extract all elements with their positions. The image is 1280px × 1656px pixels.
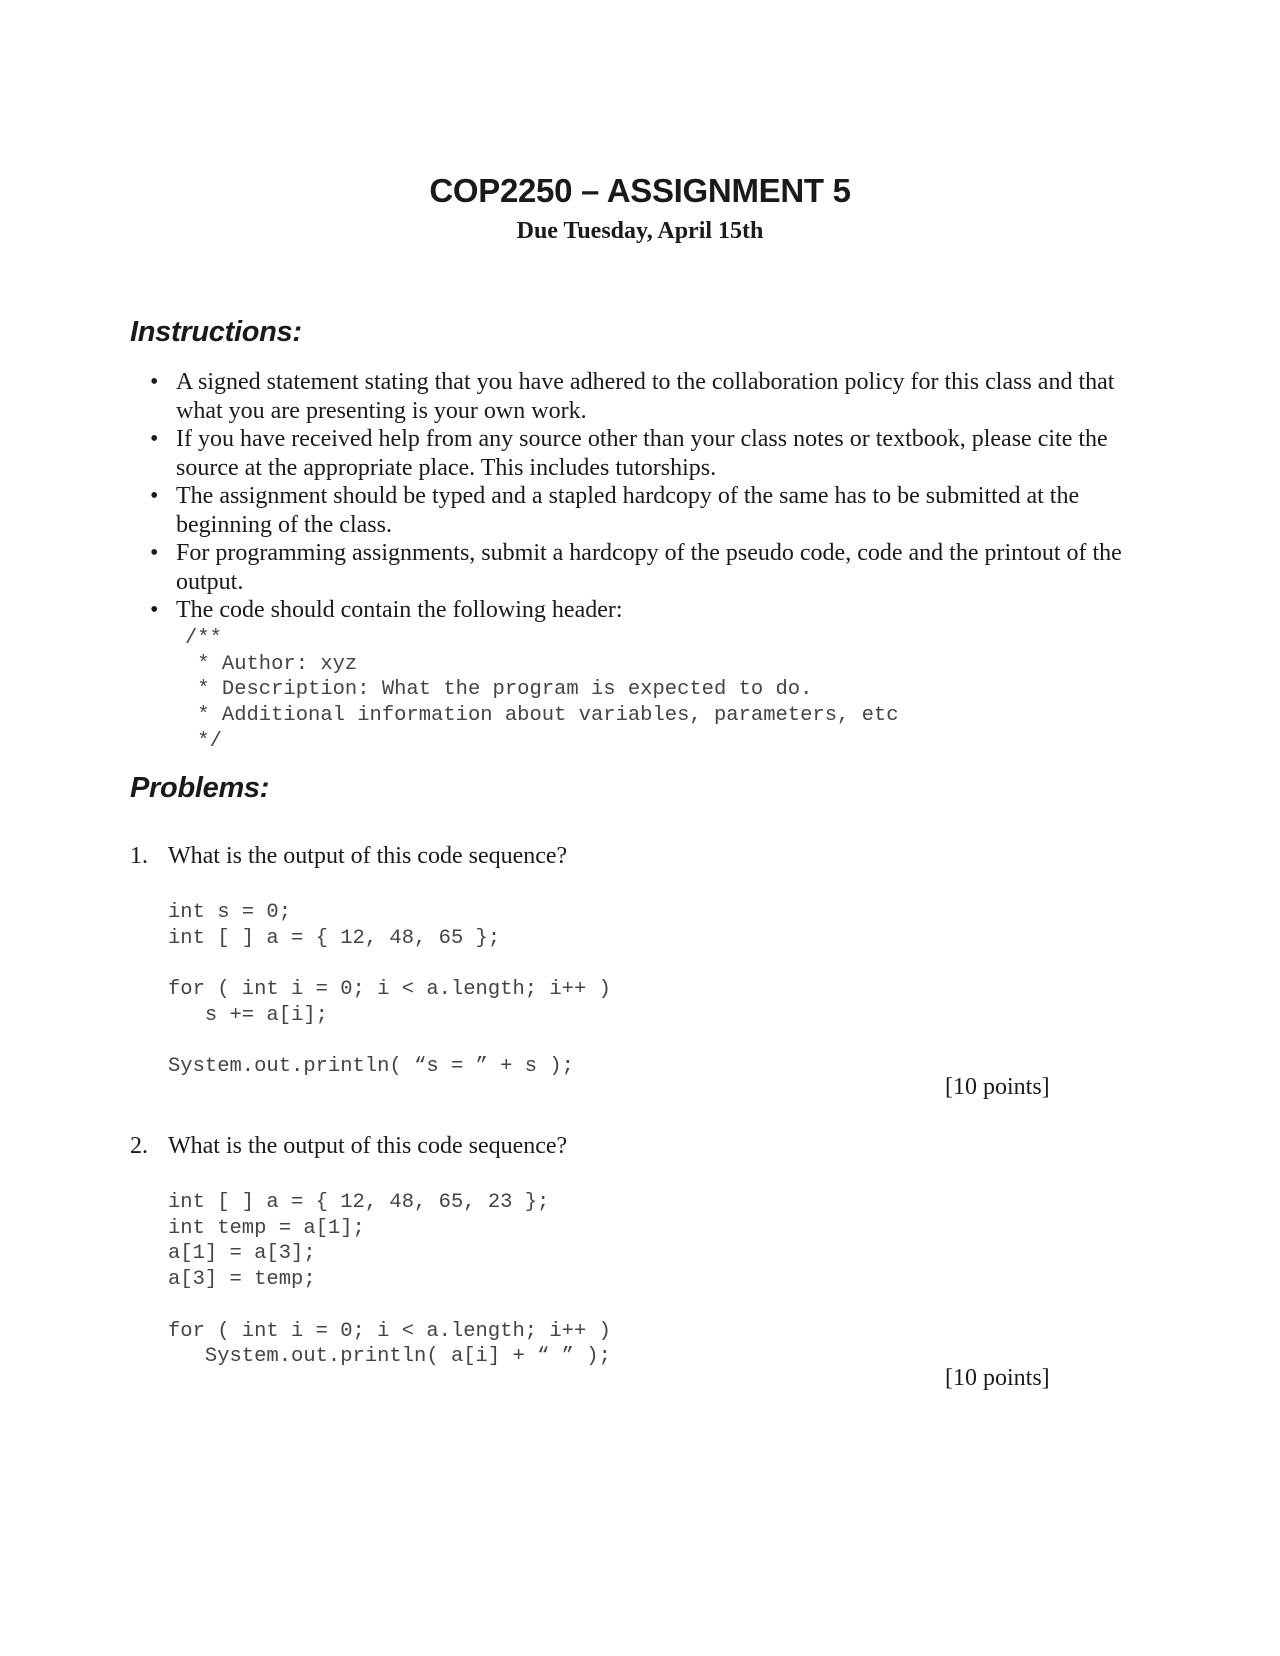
problem-2-points: [10 points] (945, 1365, 1050, 1391)
instructions-heading: Instructions: (130, 316, 302, 348)
header-code-block: /** * Author: xyz * Description: What the program is expected to do. * Additional information about variables, parameters, etc */ (185, 627, 899, 753)
instruction-text: The code should contain the following header: (176, 597, 623, 623)
problem-1-code: int s = 0; int [ ] a = { 12, 48, 65 }; for ( int i = 0; i < a.length; i++ ) s += a[i]; System.out.println( “s = ” + s ); (168, 901, 611, 1079)
problems-heading: Problems: (130, 772, 270, 804)
bullet-icon: • (150, 426, 159, 452)
problem-2-code: int [ ] a = { 12, 48, 65, 23 }; int temp = a[1]; a[1] = a[3]; a[3] = temp; for ( int i = 0; i < a.length; i++ ) System.out.println( a[i] + “ ” ); (168, 1191, 611, 1369)
instruction-text: The assignment should be typed and a stapled hardcopy of the same has to be submitted at the beginning of the class. (176, 483, 1080, 538)
list-item (150, 596, 1160, 625)
list-item (150, 482, 1160, 539)
list-item (150, 368, 1160, 425)
problem-1-question (130, 843, 567, 870)
problem-2-question (130, 1133, 567, 1160)
bullet-icon: • (150, 597, 159, 623)
problem-number: 1. (130, 843, 148, 869)
problem-number: 2. (130, 1133, 148, 1159)
instruction-text: If you have received help from any source other than your class notes or textbook, please cite the source at the appropriate place. This includes tutorships. (176, 426, 1108, 481)
due-date: Due Tuesday, April 15th (516, 218, 764, 244)
instructions-list (150, 368, 1160, 625)
bullet-icon: • (150, 369, 159, 395)
document-title: COP2250 – ASSIGNMENT 5 (429, 172, 851, 209)
bullet-icon: • (150, 483, 159, 509)
instruction-text: For programming assignments, submit a hardcopy of the pseudo code, code and the printout of the output. (176, 540, 1122, 595)
list-item (150, 539, 1160, 596)
problem-1-points: [10 points] (945, 1074, 1050, 1100)
bullet-icon: • (150, 540, 159, 566)
instruction-text: A signed statement stating that you have adhered to the collaboration policy for this class and that what you are presenting is your own work. (176, 369, 1115, 424)
problem-text: What is the output of this code sequence? (168, 1133, 568, 1159)
problem-text: What is the output of this code sequence? (168, 843, 568, 869)
list-item (150, 425, 1160, 482)
